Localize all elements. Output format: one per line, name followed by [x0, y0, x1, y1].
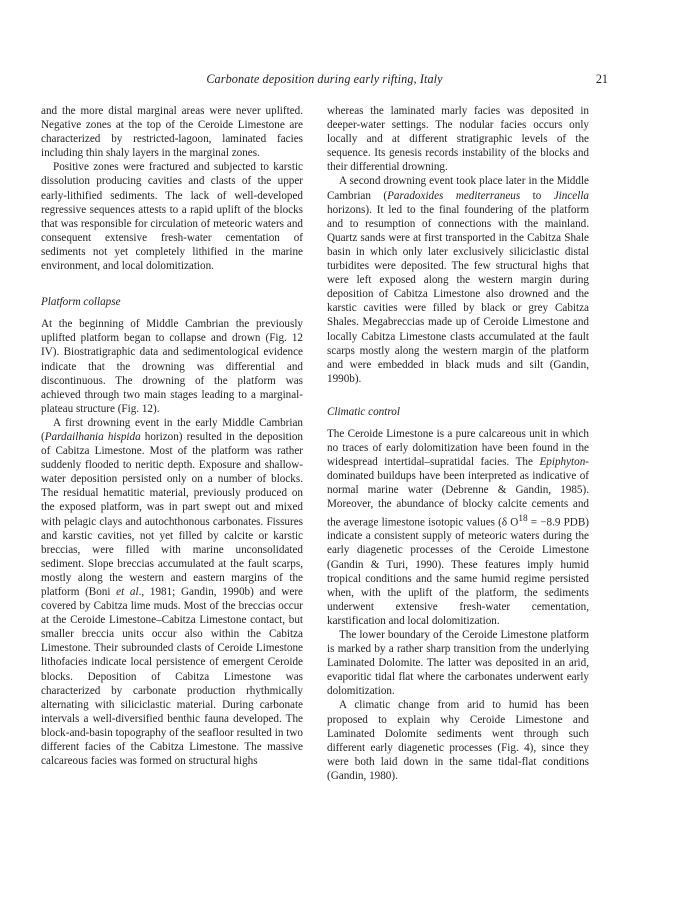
page-number: 21 [595, 72, 608, 86]
section-heading-platform-collapse: Platform collapse [41, 296, 121, 309]
species-name: Jincella [553, 189, 589, 202]
paragraph: The lower boundary of the Ceroide Limestone platform is marked by a rather sharp transition from the underlying Laminated Dolomite. The latter was deposited in an arid, evaporitic tidal flat where the carbonates underwent early dolomitization. [327, 629, 589, 698]
text-run: horizons). It led to the final foundering of the platform and to resumption of connections with the mainland. Quartz sands were at first transported in the Cabitza Shale basin in which only later exclusively siliciclastic distal turbidites were deposited. The few structural highs that were left exposed along the western margin during deposition of Cabitza Limestone also drowned and the karstic cavities were filled by black or grey Cabitza Shales. Megabreccias made up of Ceroide Limestone and locally Cabitza Limestone clasts accumulated at the fault scarps mostly along the western margin of the platform and were embedded in black muds and silt (Gandin, 1990b). [327, 203, 589, 385]
paragraph: A climatic change from arid to humid has been proposed to explain why Ceroide Limestone and Laminated Dolomite sediments went through such different early diagenetic processes (Fig. 4), since they were both laid down in the same tidal-flat conditions (Gandin, 1980). [327, 699, 589, 782]
paragraph [327, 174, 589, 385]
paragraph [327, 427, 589, 628]
text-run: The Ceroide Limestone is a pure calcareous unit in which no traces of early dolomitization have been found in the widespread intertidal–supratidal facies. The [327, 427, 589, 469]
text-run: -dominated buildups have been interpreted as indicative of normal marine water (Debrenne & Gandin, 1985). Moreover, the abundance of blocky calcite cements and the average limestone isotopic values (δ O [327, 456, 589, 529]
species-name: Paradoxides mediterraneus [387, 189, 521, 202]
section-heading-climatic-control: Climatic control [327, 405, 400, 418]
isotope-superscript: 18 [518, 513, 528, 524]
running-title: Carbonate deposition during early rifting, Italy [206, 72, 443, 86]
left-column [41, 104, 303, 768]
paragraph: Positive zones were fractured and subjected to karstic dissolution producing cavities and clasts of the upper early-lithified sediments. The lack of well-developed regressive sequences attests to a rapid uplift of the blocks that was responsible for circulation of meteoric waters and consequent extensive fresh-water cementation of sediments not yet completely lithified in the marine environment, and local dolomitization. [41, 161, 303, 273]
genus-name: Epiphyton [539, 456, 586, 469]
paragraph: At the beginning of Middle Cambrian the previously uplifted platform began to collapse and drown (Fig. 12 IV). Biostratigraphic data and sedimentological evidence indicate that the drowning was differential and discontinuous. The drowning of the platform was achieved through two main stages leading to a marginal-plateau structure (Fig. 12). [41, 318, 303, 415]
species-name: Pardailhania hispida [44, 430, 141, 443]
paragraph: and the more distal marginal areas were never uplifted. Negative zones at the top of the Ceroide Limestone are characterized by restricted-lagoon, laminated facies including thin shaly layers in the marginal zones. [41, 105, 303, 160]
text-run: to [520, 189, 554, 202]
citation-et-al: et al [116, 586, 139, 598]
text-run: horizon) resulted in the deposition of Cabitza Limestone. Most of the platform was rather suddenly flooded to neritic depth. Exposure and shallow-water deposition persisted only on a number of blocks. The residual hematitic material, previously produced on the exposed platform, was in part swept out and mixed with pelagic clays and autochthonous carbonates. Fissures and karstic cavities, not yet filled by calcite or karstic breccias, were filled with marine unconsolidated sediment. Slope breccias accumulated at the fault scarps, mostly along the western and eastern margins of the platform (Boni [41, 430, 303, 598]
text-run: ., 1981; Gandin, 1990b) and were covered by Cabitza lime muds. Most of the breccias occur at the Ceroide Limestone–Cabitza Limestone contact, but smaller breccia units occur also within the Cabitza Limestone. Their subrounded clasts of Ceroide Limestone lithofacies indicate local persistence of emergent Ceroide blocks. Deposition of Cabitza Limestone was characterized by carbonate production rhythmically alternating with siliciclastic material. During carbonate intervals a well-diversified benthic fauna developed. The block-and-basin topography of the seafloor resulted in two different facies of the Cabitza Limestone. The massive calcareous facies was formed on structural highs [41, 586, 303, 768]
paragraph: whereas the laminated marly facies was deposited in deeper-water settings. The nodular facies occurs only locally and at different stratigraphic levels of the sequence. Its genesis records instability of the blocks and their differential drowning. [327, 105, 589, 174]
right-column [327, 104, 589, 783]
text-run: = −8.9 PDB) indicate a consistent supply of meteoric waters during the early diagenetic processes of the Ceroide Limestone (Gandin & Turi, 1990). These features imply humid tropical conditions and the same humid regime persisted when, with the uplift of the platform, the sediments underwent extensive fresh-water cementation, karstification and local dolomitization. [327, 516, 589, 627]
page-header [41, 72, 608, 92]
text-run: A first drowning event in the early Middle Cambrian ( [41, 416, 303, 443]
text-run: A second drowning event took place later in the Middle Cambrian ( [327, 175, 589, 202]
paragraph [41, 416, 303, 768]
